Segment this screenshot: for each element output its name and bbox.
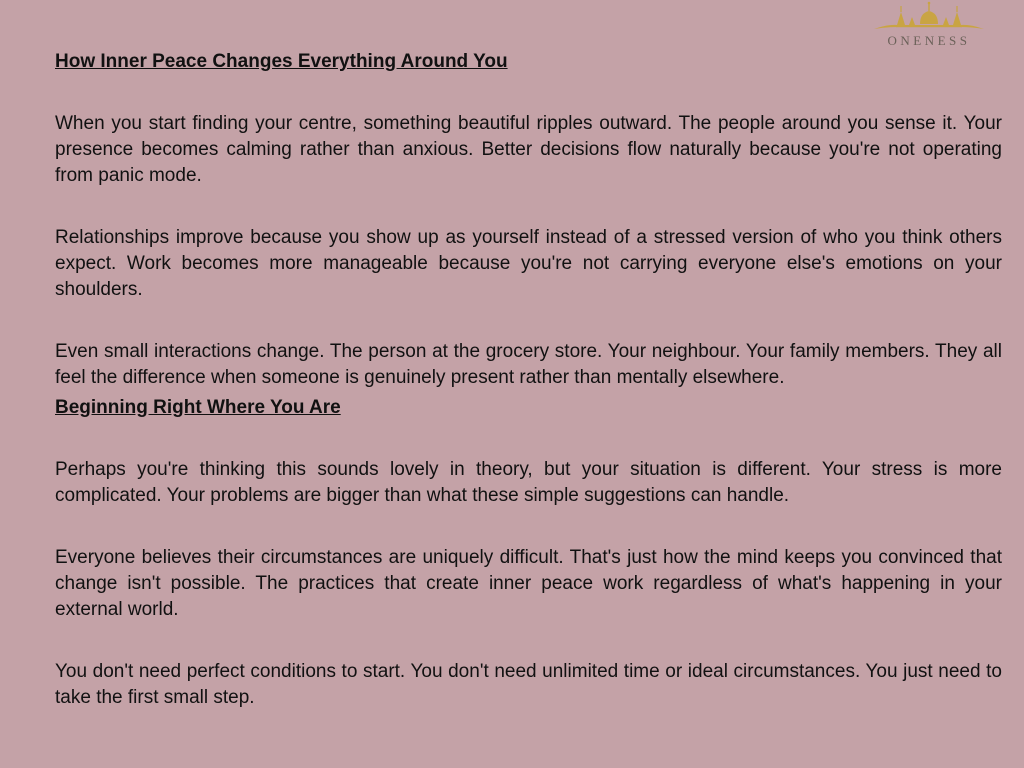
spacer [55, 509, 1002, 545]
paragraph: Everyone believes their circumstances are uniquely difficult. That's just how the mind keeps you convinced that change isn't possible. The practices that create inner peace work regardless of what's happening in your external world. [55, 547, 1002, 620]
oneness-logo [868, 0, 988, 50]
paragraph: When you start finding your centre, something beautiful ripples outward. The people around you sense it. Your presence becomes calming rather than anxious. Better decisions flow naturally because you're not operating from panic mode. [55, 113, 1002, 186]
temple-icon [868, 0, 990, 34]
paragraph: Relationships improve because you show up as yourself instead of a stressed version of who you think others expect. Work becomes more manageable because you're not carrying everyone else's emotions on your shoulders. [55, 227, 1002, 300]
spacer [55, 303, 1002, 339]
spacer [55, 189, 1002, 225]
section-heading: Beginning Right Where You Are [55, 397, 341, 418]
spacer [55, 623, 1002, 659]
paragraph: Perhaps you're thinking this sounds lovely in theory, but your situation is different. Your stress is more complicated. Your problems are bigger than what these simple suggestions can handle. [55, 459, 1002, 506]
spacer [55, 75, 1002, 111]
spacer [55, 421, 1002, 457]
section-heading: How Inner Peace Changes Everything Around You [55, 51, 508, 72]
paragraph: You don't need perfect conditions to start. You don't need unlimited time or ideal circumstances. You just need to take the first small step. [55, 661, 1002, 708]
logo-text: ONENESS [887, 33, 971, 48]
paragraph: Even small interactions change. The person at the grocery store. Your neighbour. Your family members. They all feel the difference when someone is genuinely present rather than mentally elsewhere. [55, 341, 1002, 388]
document-body [55, 49, 1002, 711]
